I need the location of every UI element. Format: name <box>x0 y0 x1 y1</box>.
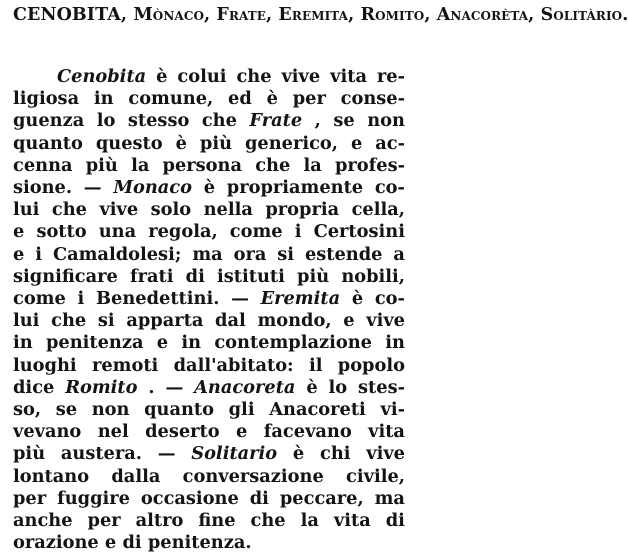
word: — <box>231 288 249 309</box>
text-line <box>13 288 405 310</box>
word: — <box>165 376 184 398</box>
word: conversazione <box>182 465 324 487</box>
word: austera. <box>60 443 142 465</box>
word: dalla <box>111 465 161 487</box>
word: stesso <box>127 110 190 132</box>
italic-term: Monaco <box>113 177 192 198</box>
word: estende <box>304 243 383 265</box>
text-line <box>57 66 405 88</box>
word: luoghi <box>13 354 77 376</box>
word: di <box>385 510 405 531</box>
word: chi <box>320 443 351 465</box>
word: gli <box>228 399 255 420</box>
word: anche <box>13 510 73 531</box>
word: penitenza. <box>147 532 252 554</box>
word: quanto <box>144 399 214 420</box>
word: occasione <box>140 487 239 509</box>
word: che <box>255 154 291 176</box>
word: profes- <box>334 154 405 176</box>
word: cenna <box>13 154 73 176</box>
word: quanto <box>13 132 83 154</box>
word: vita <box>333 510 371 531</box>
word: sione. <box>13 177 73 198</box>
word: nella <box>203 199 253 221</box>
word: regola, <box>148 221 218 243</box>
word: solo <box>150 199 192 221</box>
text-line <box>13 332 405 354</box>
word: come <box>13 288 66 309</box>
italic-term: Anacoreta <box>194 376 296 398</box>
text-line <box>13 488 405 510</box>
word: mondo, <box>257 310 332 332</box>
text-line <box>13 510 405 532</box>
text-line <box>13 399 405 421</box>
word: lui <box>13 310 40 332</box>
word: è <box>292 443 305 465</box>
word: co- <box>374 177 405 198</box>
word: e <box>343 310 355 332</box>
word: vive <box>281 66 321 87</box>
word: popolo <box>337 354 405 376</box>
word: questo <box>95 132 163 154</box>
entry-heading-synonyms: Mònaco, Frate, Eremita, Romito, Anacorèta, Solitàrio. <box>133 5 628 25</box>
word: istituti <box>217 265 285 287</box>
word: peccare, <box>279 487 364 509</box>
word: colui <box>177 66 227 87</box>
word: Anacoreti <box>269 399 366 420</box>
text-line <box>13 199 405 221</box>
word: penitenza <box>45 332 144 354</box>
word: per <box>292 88 326 110</box>
word: che <box>250 510 286 531</box>
text-line <box>13 177 405 199</box>
word: nobili, <box>341 265 405 287</box>
word: so, <box>13 399 42 420</box>
word: fuggire <box>57 487 130 509</box>
word: più <box>13 443 46 465</box>
entry-heading-lead: CENOBITA, <box>13 5 128 25</box>
word: i <box>35 243 43 265</box>
word: facevano <box>263 421 352 443</box>
word: i <box>294 221 302 243</box>
word: re- <box>376 66 405 87</box>
word: e <box>13 221 25 243</box>
word: lo <box>96 110 116 132</box>
word: conse- <box>340 88 405 110</box>
word: vita <box>330 66 367 87</box>
word: che <box>51 310 87 332</box>
word: non <box>91 399 130 420</box>
word: nel <box>97 421 129 443</box>
word: di <box>249 487 269 509</box>
italic-term: Frate <box>249 110 303 132</box>
word: vive <box>99 199 139 221</box>
word: dal <box>215 310 246 332</box>
word: è <box>156 66 168 87</box>
word: frati <box>130 265 174 287</box>
word: stes- <box>358 376 405 398</box>
word: sotto <box>36 221 87 243</box>
word: comune, <box>128 88 214 110</box>
text-line <box>13 155 405 177</box>
text-line <box>13 88 405 110</box>
word: che <box>236 66 272 87</box>
word: è <box>266 88 278 110</box>
word: di <box>185 265 205 287</box>
word: guenza <box>13 110 85 132</box>
word: Camaldolesi; <box>52 243 182 265</box>
italic-term: Solitario <box>191 443 278 465</box>
word: vita <box>368 421 405 443</box>
word: e <box>104 532 117 554</box>
word: in <box>181 332 202 354</box>
word: per <box>13 487 47 509</box>
word: vi- <box>380 399 405 420</box>
word: — <box>157 443 176 465</box>
word: una <box>98 221 137 243</box>
word: che <box>201 110 237 132</box>
word: ac- <box>375 132 405 154</box>
word: lontano <box>13 465 90 487</box>
text-line <box>13 355 405 377</box>
word: , <box>314 110 321 132</box>
word: più <box>85 154 118 176</box>
word: come <box>229 221 283 243</box>
word: propria <box>265 199 340 221</box>
word: è <box>306 376 318 398</box>
text-line <box>13 421 405 443</box>
word: deserto <box>145 421 220 443</box>
word: a <box>393 243 405 265</box>
word: il <box>308 354 323 376</box>
word: più <box>199 132 233 154</box>
entry-heading <box>13 4 628 26</box>
word: ma <box>192 243 223 265</box>
word: non <box>367 110 405 132</box>
text-line <box>13 466 405 488</box>
word: di <box>122 532 142 554</box>
text-line <box>13 310 405 332</box>
word: lui <box>13 199 40 221</box>
word: cella, <box>351 199 405 221</box>
text-line <box>13 110 405 132</box>
word: orazione <box>13 532 99 554</box>
text-line <box>13 377 405 399</box>
italic-term: Eremita <box>260 288 341 309</box>
word: la <box>303 154 322 176</box>
word: ed <box>228 88 252 110</box>
word: più <box>297 265 330 287</box>
word: la <box>300 510 319 531</box>
word: i <box>77 288 85 309</box>
text-line <box>13 266 405 288</box>
word: . <box>148 376 155 398</box>
word: vevano <box>13 421 82 443</box>
word: e <box>236 421 248 443</box>
word: si <box>97 310 115 332</box>
word: — <box>83 177 102 198</box>
word: per <box>87 510 121 531</box>
text-line <box>13 221 405 243</box>
word: è <box>203 177 216 198</box>
word: Certosini <box>313 221 405 243</box>
word: Benedettini. <box>96 288 220 309</box>
word: vive <box>366 310 405 332</box>
word: se <box>333 110 355 132</box>
word: è <box>351 288 364 309</box>
word: ma <box>374 487 405 509</box>
word: significare <box>13 265 118 287</box>
text-line <box>13 443 405 465</box>
word: ligiosa <box>13 88 80 110</box>
word: e <box>13 243 25 265</box>
word: in <box>93 88 114 110</box>
word: altro <box>135 510 184 531</box>
word: lo <box>328 376 348 398</box>
word: la <box>131 154 150 176</box>
word: vive <box>366 443 405 465</box>
word: che <box>51 199 87 221</box>
word: e <box>156 332 169 354</box>
word: persona <box>162 154 242 176</box>
text-line <box>13 244 405 266</box>
word: apparta <box>126 310 204 332</box>
word: se <box>55 399 78 420</box>
word: dice <box>13 376 55 398</box>
word: contemplazione <box>214 332 372 354</box>
text-line <box>13 133 405 155</box>
italic-term: Cenobita <box>57 66 147 87</box>
italic-term: Romito <box>65 376 138 398</box>
word: in <box>13 332 33 354</box>
word: in <box>385 332 405 354</box>
word: e <box>350 132 363 154</box>
word: propriamente <box>226 177 364 198</box>
word: generico, <box>244 132 338 154</box>
word: dall'abitato: <box>173 354 294 376</box>
word: ora <box>233 243 267 265</box>
word: è <box>175 132 187 154</box>
text-line <box>13 532 405 554</box>
word: si <box>277 243 295 265</box>
word: co- <box>374 288 405 309</box>
word: fine <box>198 510 236 531</box>
word: civile, <box>346 465 405 487</box>
word: remoti <box>91 354 159 376</box>
